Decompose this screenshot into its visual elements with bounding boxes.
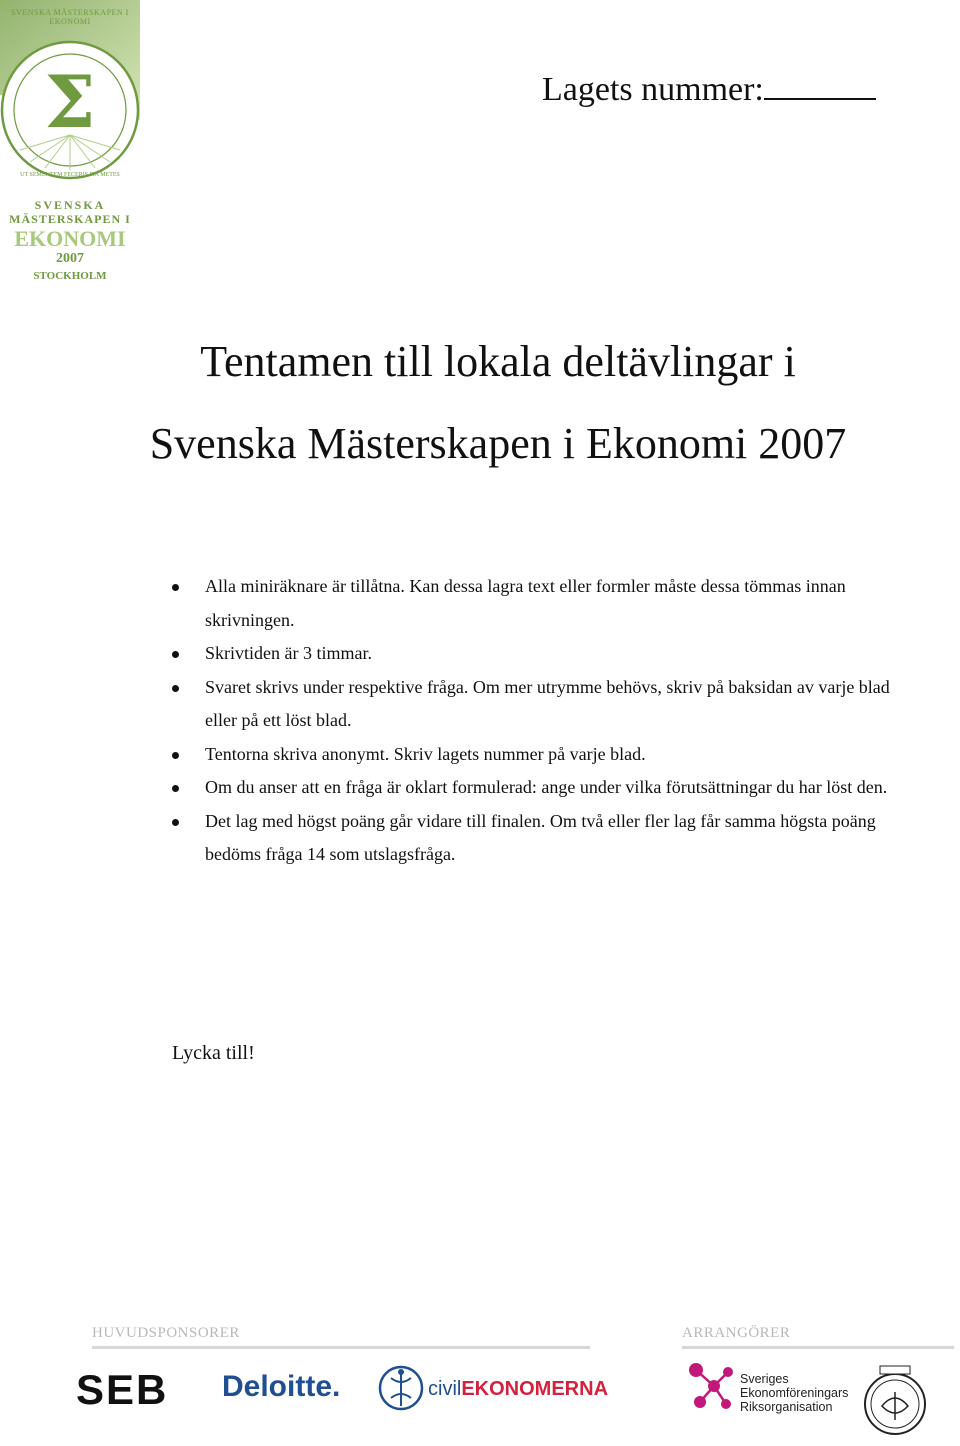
organizers-divider — [682, 1346, 954, 1349]
civilekonomerna-logo — [428, 1378, 608, 1401]
sefr-logo — [740, 1372, 848, 1414]
seb-logo: SEB — [76, 1366, 169, 1413]
rule-text: Om du anser att en fråga är oklart formulerad: ange under vilka förutsättningar du har löst den. — [205, 777, 888, 797]
bullet-icon — [172, 685, 179, 692]
organizers-label: ARRANGÖRER — [682, 1325, 791, 1341]
sefr-line1: Sveriges — [740, 1372, 789, 1386]
rule-text: Det lag med högst poäng går vidare till finalen. Om två eller fler lag får samma högsta poäng bedöms fråga 14 som utslagsfråga. — [205, 810, 876, 864]
exam-title-line1: Tentamen till lokala deltävlingar i — [200, 337, 796, 386]
team-number-label: Lagets nummer: — [542, 71, 764, 108]
rule-item — [172, 771, 912, 805]
bullet-icon — [172, 752, 179, 759]
deloitte-logo: Deloitte. — [222, 1370, 341, 1403]
ekonomerna-seal-icon — [862, 1362, 928, 1442]
team-number-blank[interactable] — [764, 68, 876, 100]
good-luck-text: Lycka till! — [172, 1042, 255, 1064]
rule-text: Alla miniräknare är tillåtna. Kan dessa lagra text eller formler måste dessa tömmas innan skrivningen. — [205, 576, 846, 630]
rule-text: Tentorna skriva anonymt. Skriv lagets nummer på varje blad. — [205, 743, 646, 764]
civilekonomerna-emblem-icon — [378, 1364, 424, 1412]
logo-line2: MÄSTERSKAPEN I — [9, 212, 131, 226]
rule-item — [172, 805, 912, 872]
sponsors-divider — [92, 1346, 590, 1349]
team-number-field — [542, 68, 876, 109]
logo-line1: SVENSKA — [34, 198, 106, 212]
logo-year: 2007 — [56, 251, 84, 266]
sefr-line3: Riksorganisation — [740, 1400, 833, 1414]
logo-ring-text: SVENSKA MÄSTERSKAPEN I EKONOMI — [11, 8, 129, 26]
rule-item — [172, 671, 912, 738]
bullet-icon — [172, 785, 179, 792]
logo-sigma: Σ — [44, 59, 96, 144]
logo-city: STOCKHOLM — [33, 270, 107, 282]
rule-text: Svaret skrivs under respektive fråga. Om mer utrymme behövs, skriv på baksidan av varje blad eller på ett löst blad. — [205, 676, 890, 730]
sefr-line2: Ekonomföreningars — [740, 1386, 849, 1400]
rule-text: Skrivtiden är 3 timmar. — [205, 643, 372, 663]
logo-ring-motto: UT SEMENTEM FECERIS ITA METES — [20, 172, 120, 178]
bullet-icon — [172, 819, 179, 826]
civil-suffix: EKONOMERNA — [461, 1378, 609, 1400]
civil-prefix: civil — [428, 1378, 462, 1400]
rule-item — [172, 738, 912, 772]
bullet-icon — [172, 651, 179, 658]
sefr-molecule-icon — [686, 1358, 736, 1416]
bullet-icon — [172, 584, 179, 591]
exam-rules-list — [172, 570, 912, 872]
rule-item — [172, 637, 912, 671]
logo-line3: EKONOMI — [14, 226, 126, 251]
rule-item — [172, 570, 912, 637]
sponsors-label: HUVUDSPONSORER — [92, 1325, 240, 1341]
exam-title-line2: Svenska Mästerskapen i Ekonomi 2007 — [149, 419, 847, 468]
